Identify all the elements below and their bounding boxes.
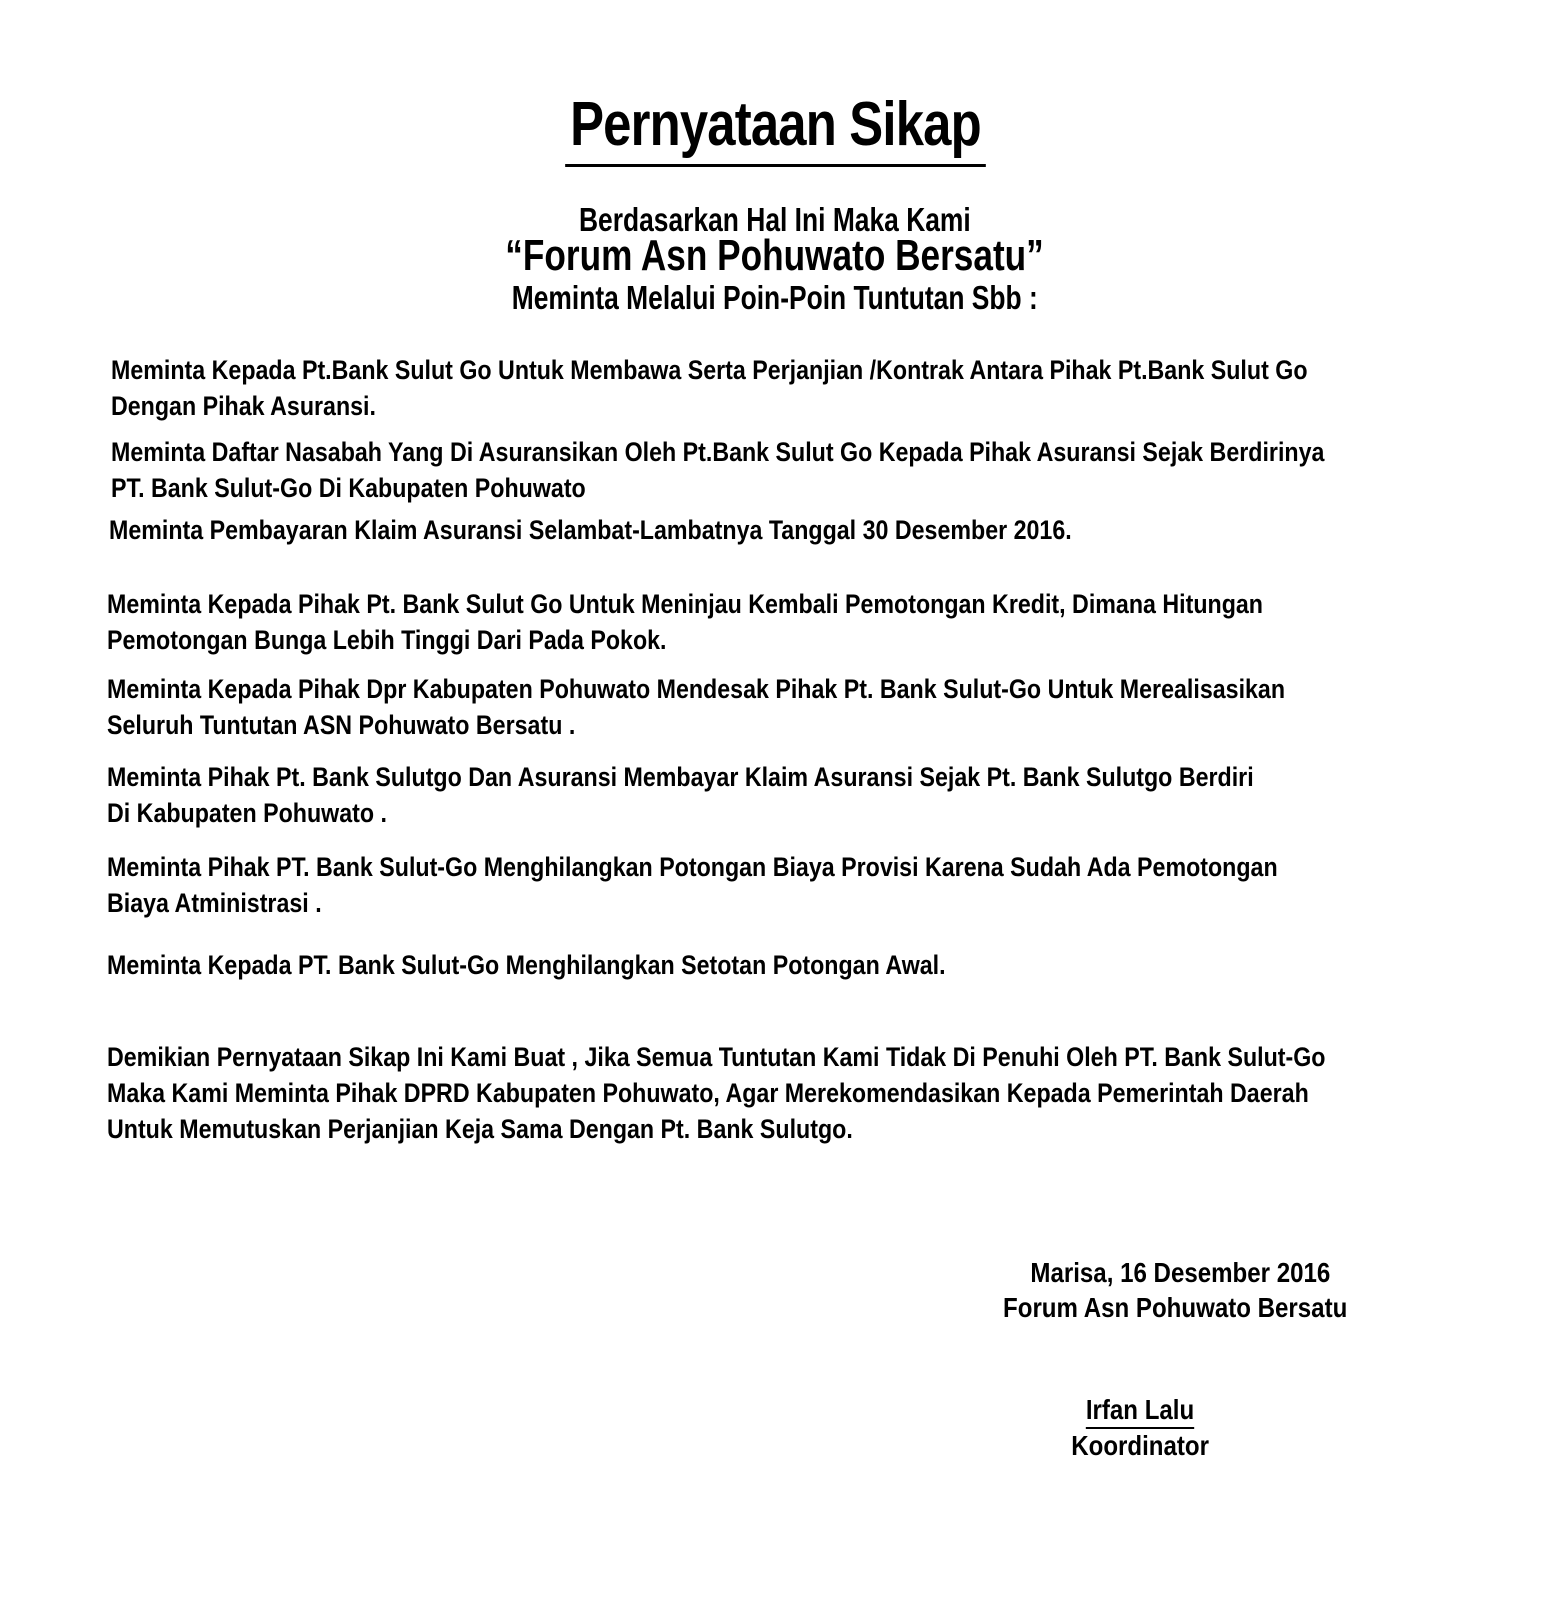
demand-line: Seluruh Tuntutan ASN Pohuwato Bersatu .	[107, 710, 576, 740]
demand-line: Meminta Kepada Pt.Bank Sulut Go Untuk Membawa Serta Perjanjian /Kontrak Antara Pihak Pt.Bank Sulut Go	[111, 355, 1308, 385]
demand-line: Meminta Kepada PT. Bank Sulut-Go Menghilangkan Setotan Potongan Awal.	[107, 950, 946, 980]
demand-line: PT. Bank Sulut-Go Di Kabupaten Pohuwato	[111, 473, 586, 503]
demand-paragraph	[111, 352, 1502, 424]
signature-organization: Forum Asn Pohuwato Bersatu	[1002, 1292, 1348, 1323]
demand-line: Meminta Kepada Pihak Pt. Bank Sulut Go Untuk Meninjau Kembali Pemotongan Kredit, Dimana Hitungan	[107, 589, 1263, 619]
demand-paragraph	[107, 947, 1082, 983]
demand-line: Di Kabupaten Pohuwato .	[107, 798, 387, 828]
demand-paragraph	[107, 849, 1468, 921]
signature-place-date: Marisa, 16 Desember 2016	[1030, 1257, 1330, 1288]
demand-line: Meminta Pihak PT. Bank Sulut-Go Menghilangkan Potongan Biaya Provisi Karena Sudah Ada Pemotongan	[107, 852, 1278, 882]
demand-line: Meminta Pembayaran Klaim Asuransi Selambat-Lambatnya Tanggal 30 Desember 2016.	[109, 515, 1072, 545]
demand-line: Meminta Kepada Pihak Dpr Kabupaten Pohuwato Mendesak Pihak Pt. Bank Sulut-Go Untuk Merealisasikan	[107, 674, 1286, 704]
signatory-role: Koordinator	[1071, 1430, 1209, 1461]
demand-line: Meminta Daftar Nasabah Yang Di Asuransikan Oleh Pt.Bank Sulut Go Kepada Pihak Asuransi Sejak Berdirinya	[111, 437, 1325, 467]
document-title-block	[0, 88, 1550, 167]
demand-line: Meminta Pihak Pt. Bank Sulutgo Dan Asuransi Membayar Klaim Asuransi Sejak Pt. Bank Sulutgo Berdiri	[107, 762, 1254, 792]
closing-line: Maka Kami Meminta Pihak DPRD Kabupaten Pohuwato, Agar Merekomendasikan Kepada Pemerintah Daerah	[107, 1078, 1309, 1108]
demand-line: Pemotongan Bunga Lebih Tinggi Dari Pada Pokok.	[107, 625, 667, 655]
closing-line: Demikian Pernyataan Sikap Ini Kami Buat , Jika Semua Tuntutan Kami Tidak Di Penuhi Oleh PT. Bank Sulut-Go	[107, 1042, 1326, 1072]
demand-paragraph	[107, 759, 1440, 831]
demand-paragraph	[107, 671, 1477, 743]
demand-line: Biaya Atministrasi .	[107, 888, 322, 918]
closing-paragraph	[107, 1039, 1524, 1147]
intro-line-3: Meminta Melalui Poin-Poin Tuntutan Sbb :	[511, 279, 1039, 316]
intro-line-1: Berdasarkan Hal Ini Maka Kami	[579, 201, 971, 238]
signatory-name: Irfan Lalu	[1030, 1392, 1250, 1429]
demand-line: Dengan Pihak Asuransi.	[111, 391, 376, 421]
demand-paragraph	[109, 512, 1228, 548]
intro-organization-name: “Forum Asn Pohuwato Bersatu”	[505, 231, 1045, 280]
demand-paragraph	[107, 586, 1451, 658]
document-title: Pernyataan Sikap	[565, 88, 986, 167]
closing-line: Untuk Memutuskan Perjanjian Keja Sama Dengan Pt. Bank Sulutgo.	[107, 1114, 853, 1144]
demand-paragraph	[111, 434, 1522, 506]
